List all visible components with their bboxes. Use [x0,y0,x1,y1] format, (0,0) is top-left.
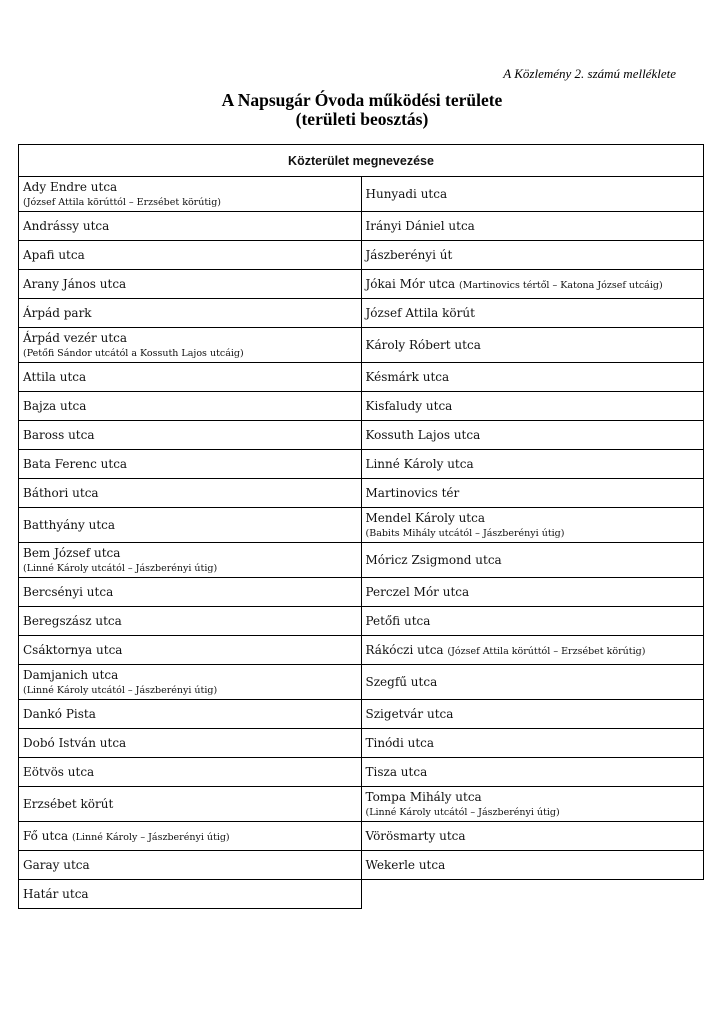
table-row [19,607,704,636]
table-row [19,880,704,909]
street-name: Mendel Károly utca [365,510,485,525]
street-section-note: (József Attila körúttól – Erzsébet körútig) [447,645,646,657]
street-section-note: (József Attila körúttól – Erzsébet körútig) [23,196,221,208]
street-name: Hunyadi utca [365,187,448,201]
empty-cell [361,880,704,909]
street-table [18,144,704,909]
street-name: Móricz Zsigmond utca [365,553,502,567]
table-row [19,241,704,270]
street-cell [19,270,362,299]
street-cell [19,450,362,479]
table-row [19,665,704,700]
street-section-note: (Linné Károly – Jászberényi útig) [71,831,230,843]
street-cell [361,212,704,241]
street-name: Bem József utca [23,545,121,560]
street-cell [361,729,704,758]
street-section-note: (Linné Károly utcától – Jászberényi útig) [23,562,218,574]
street-cell [361,508,704,543]
street-name: Bajza utca [23,399,87,413]
street-cell [361,421,704,450]
street-name: Szegfű utca [365,675,438,689]
table-row [19,450,704,479]
street-cell [361,607,704,636]
street-cell [19,241,362,270]
street-cell [361,636,704,665]
street-cell [19,851,362,880]
street-name: Szigetvár utca [365,707,454,721]
street-name: Wekerle utca [365,858,446,872]
street-cell [19,578,362,607]
page-subtitle: (területi beosztás) [295,109,429,129]
table-row [19,787,704,822]
table-row [19,636,704,665]
page-title: A Napsugár Óvoda működési területe [221,90,503,110]
street-table-body [19,177,704,909]
table-row [19,822,704,851]
street-cell [361,450,704,479]
street-cell [361,822,704,851]
street-cell [361,299,704,328]
street-cell [361,578,704,607]
street-name: Tinódi utca [365,736,435,750]
street-name: Petőfi utca [365,614,431,628]
table-row [19,212,704,241]
street-name: Linné Károly utca [365,457,474,471]
street-name: József Attila körút [365,306,475,320]
street-cell [361,392,704,421]
street-name: Fő utca [23,828,69,843]
street-name: Rákóczi utca [365,642,444,657]
street-name: Bercsényi utca [23,585,114,599]
street-name: Határ utca [23,887,89,901]
street-cell [19,328,362,363]
street-name: Dobó István utca [23,736,127,750]
street-cell [19,392,362,421]
table-row [19,270,704,299]
table-row [19,543,704,578]
street-name: Damjanich utca [23,667,119,682]
street-cell [361,758,704,787]
street-cell [361,363,704,392]
street-cell [19,729,362,758]
street-cell [19,177,362,212]
street-name: Károly Róbert utca [365,338,481,352]
street-cell [361,328,704,363]
street-cell [19,299,362,328]
street-cell [361,665,704,700]
street-name: Báthori utca [23,486,99,500]
street-section-note: (Petőfi Sándor utcától a Kossuth Lajos utcáig) [23,347,244,359]
street-name: Attila utca [23,370,87,384]
street-cell [361,700,704,729]
street-name: Árpád park [23,306,92,320]
table-row [19,421,704,450]
street-cell [19,479,362,508]
street-cell [361,851,704,880]
street-cell [19,665,362,700]
table-row [19,729,704,758]
street-name: Jókai Mór utca [365,276,456,291]
street-name: Kossuth Lajos utca [365,428,481,442]
street-cell [19,421,362,450]
street-name: Tompa Mihály utca [365,789,482,804]
street-name: Perczel Mór utca [365,585,470,599]
street-cell [19,636,362,665]
street-cell [19,363,362,392]
street-cell [361,543,704,578]
column-header: Közterület megnevezése [19,145,704,177]
table-row [19,508,704,543]
street-cell [19,700,362,729]
street-name: Beregszász utca [23,614,122,628]
street-section-note: (Linné Károly utcától – Jászberényi útig) [365,806,560,818]
table-row [19,758,704,787]
street-cell [19,822,362,851]
table-row [19,578,704,607]
street-cell [361,241,704,270]
street-name: Arany János utca [23,277,127,291]
street-cell [19,508,362,543]
table-row [19,177,704,212]
table-row [19,328,704,363]
annex-note: A Közlemény 2. számú melléklete [503,66,676,81]
street-name: Kisfaludy utca [365,399,453,413]
street-cell [361,787,704,822]
street-cell [19,543,362,578]
table-row [19,700,704,729]
street-cell [361,479,704,508]
table-row [19,392,704,421]
street-cell [19,607,362,636]
street-cell [19,212,362,241]
table-row [19,851,704,880]
street-section-note: (Linné Károly utcától – Jászberényi útig) [23,684,218,696]
street-name: Jászberényi út [365,248,453,262]
street-name: Irányi Dániel utca [365,219,475,233]
street-name: Vörösmarty utca [365,829,466,843]
street-name: Garay utca [23,858,90,872]
street-section-note: (Martinovics tértől – Katona József utcáig) [458,279,663,291]
street-name: Késmárk utca [365,370,450,384]
street-cell [19,787,362,822]
street-name: Ady Endre utca [23,179,118,194]
street-name: Tisza utca [365,765,428,779]
street-name: Eötvös utca [23,765,95,779]
street-cell [19,758,362,787]
street-name: Árpád vezér utca [23,330,128,345]
street-name: Erzsébet körút [23,797,114,811]
street-name: Csáktornya utca [23,643,123,657]
street-name: Batthyány utca [23,518,116,532]
street-cell [361,177,704,212]
street-cell [19,880,362,909]
table-row [19,363,704,392]
street-section-note: (Babits Mihály utcától – Jászberényi útig) [365,527,565,539]
street-name: Baross utca [23,428,95,442]
table-row [19,299,704,328]
street-name: Andrássy utca [23,219,110,233]
street-name: Apafi utca [23,248,85,262]
street-name: Dankó Pista [23,707,96,721]
table-row [19,479,704,508]
street-name: Martinovics tér [365,486,460,500]
street-name: Bata Ferenc utca [23,457,128,471]
street-cell [361,270,704,299]
